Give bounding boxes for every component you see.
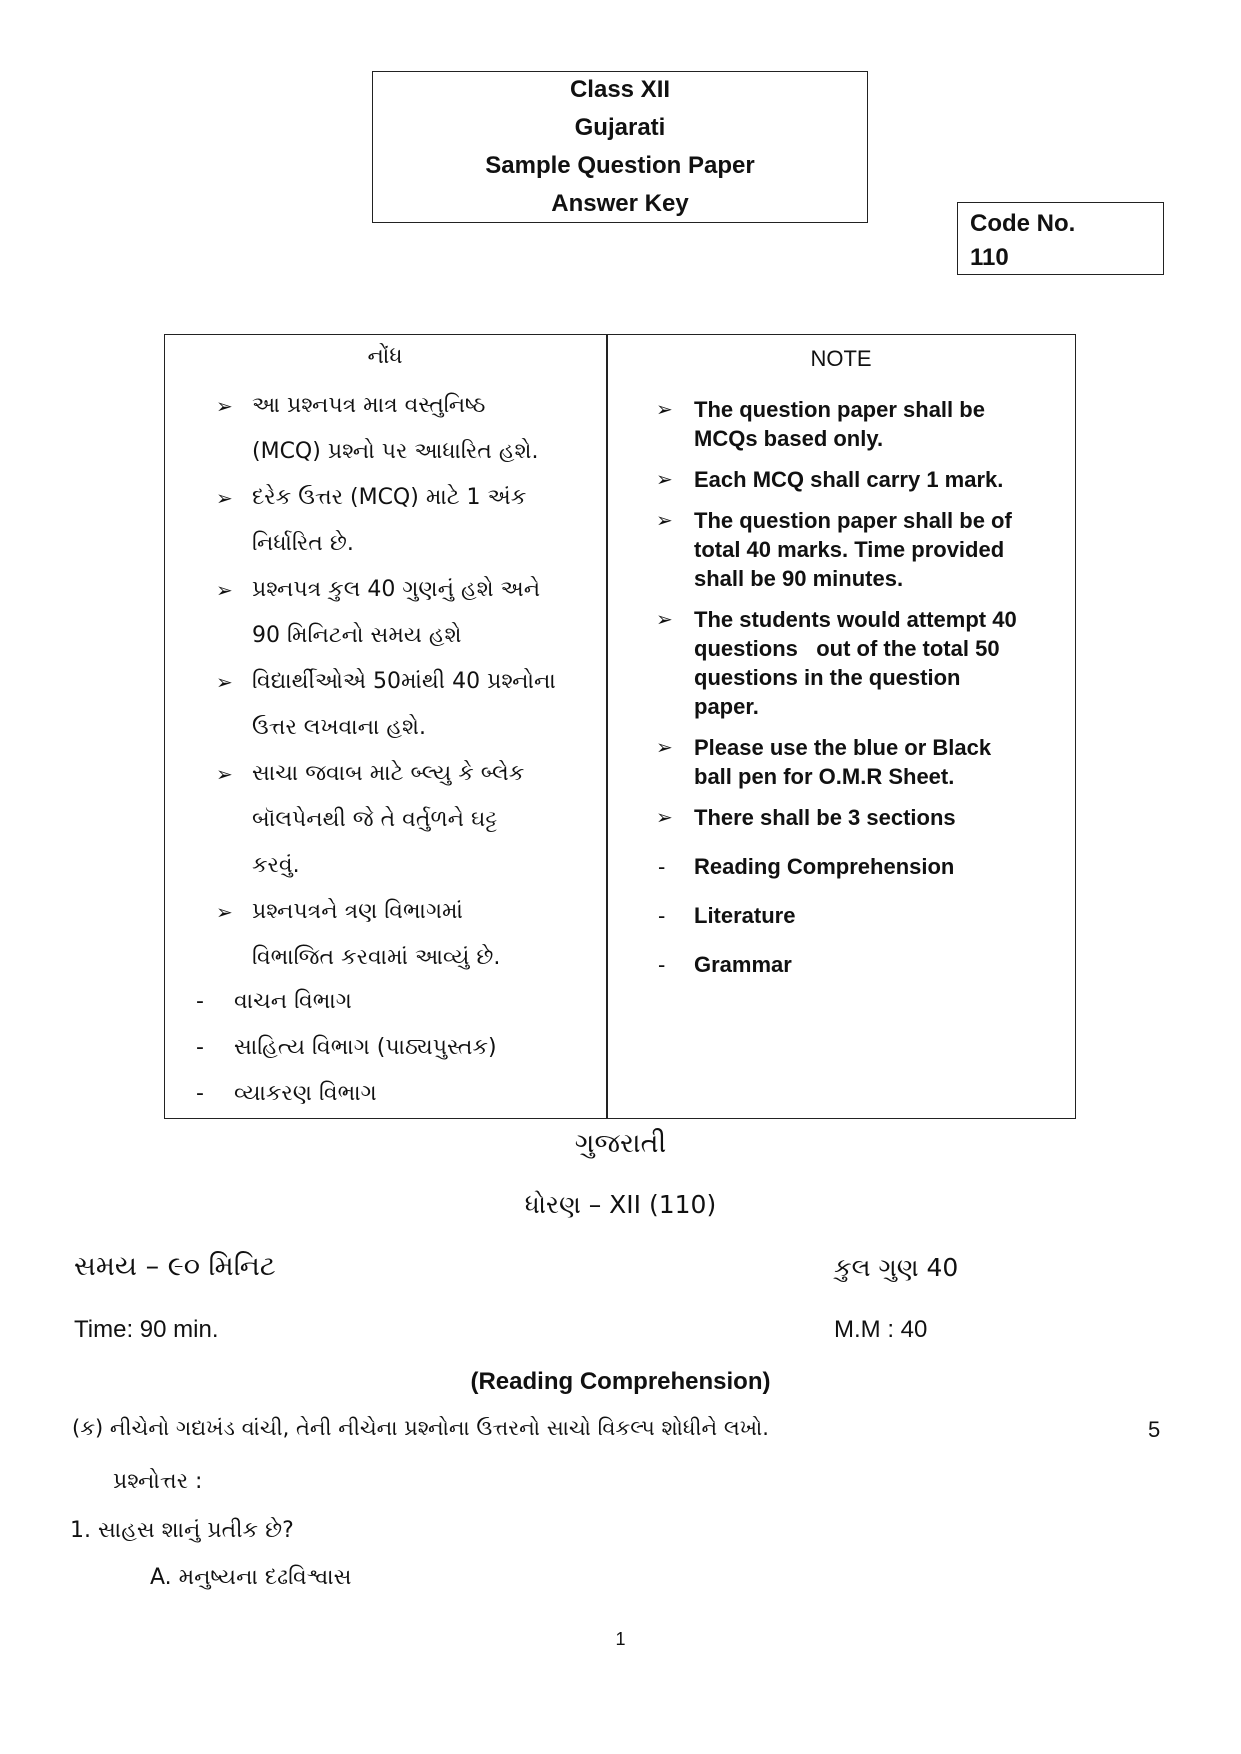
gujarati-note-line: દરેક ઉત્તર (MCQ) માટે 1 અંક bbox=[252, 485, 527, 510]
page-number: 1 bbox=[615, 1629, 626, 1649]
gujarati-section-item: - વ્યાકરણ વિભાગ bbox=[196, 1081, 377, 1106]
gujarati-note-line: કરવું. bbox=[252, 853, 300, 878]
option-a: A. મનુષ્યના દઢવિશ્વાસ bbox=[150, 1565, 352, 1590]
gujarati-note-line: વિભાજિત કરવામાં આવ્યું છે. bbox=[252, 945, 501, 970]
gujarati-sections-list bbox=[196, 979, 596, 1117]
marks-english: M.M : 40 bbox=[834, 1316, 928, 1343]
instruction-marks: 5 bbox=[1148, 1417, 1161, 1442]
english-section-item: - Literature bbox=[658, 903, 796, 928]
arrow-bullet-icon: ➢ bbox=[216, 900, 233, 924]
arrow-bullet-icon: ➢ bbox=[656, 807, 673, 829]
arrow-bullet-icon: ➢ bbox=[216, 670, 233, 694]
title-box bbox=[372, 71, 868, 223]
gujarati-note-item bbox=[216, 889, 606, 981]
gujarati-note-line: ઉત્તર લખવાના હશે. bbox=[252, 715, 426, 740]
time-english: Time: 90 min. bbox=[74, 1316, 219, 1343]
subject-line: Gujarati bbox=[574, 114, 666, 141]
arrow-bullet-icon: ➢ bbox=[216, 394, 233, 418]
english-note-item: ➢ Each MCQ shall carry 1 mark. bbox=[656, 465, 1066, 494]
gujarati-note-item bbox=[216, 751, 606, 889]
gujarati-note-line: પ્રશ્નપત્રને ત્રણ વિભાગમાં bbox=[252, 899, 463, 924]
english-section-item: - Reading Comprehension bbox=[658, 854, 955, 879]
gujarati-note-line: આ પ્રશ્નપત્ર માત્ર વસ્તુનિષ્ઠ bbox=[252, 393, 486, 418]
gujarati-note-line: 90 મિનિટનો સમય હશે bbox=[252, 623, 462, 648]
gujarati-section-item: - વાચન વિભાગ bbox=[196, 989, 352, 1014]
english-note-item: ➢ The question paper shall be MCQs based only. bbox=[656, 397, 985, 451]
arrow-bullet-icon: ➢ bbox=[656, 510, 673, 532]
qa-label: પ્રશ્નોત્તર : bbox=[113, 1469, 203, 1494]
arrow-bullet-icon: ➢ bbox=[656, 469, 673, 491]
gujarati-note-item bbox=[216, 659, 606, 751]
arrow-bullet-icon: ➢ bbox=[216, 762, 233, 786]
arrow-bullet-icon: ➢ bbox=[656, 399, 673, 421]
code-value: 110 bbox=[970, 244, 1009, 271]
gujarati-note-line: પ્રશ્નપત્ર કુલ 40 ગુણનું હશે અને bbox=[252, 577, 541, 602]
gujarati-note-item bbox=[216, 567, 606, 659]
class-line: Class XII bbox=[569, 76, 671, 103]
english-note-item: ➢ Please use the blue or Black ball pen for O.M.R Sheet. bbox=[656, 735, 992, 789]
english-note-heading: NOTE bbox=[810, 346, 872, 371]
english-section-item: - Grammar bbox=[658, 952, 792, 977]
note-table-divider bbox=[606, 334, 608, 1119]
marks-gujarati: કુલ ગુણ 40 bbox=[834, 1253, 959, 1282]
paper-type-line: Sample Question Paper bbox=[485, 152, 755, 179]
gujarati-note-list bbox=[216, 383, 606, 981]
arrow-bullet-icon: ➢ bbox=[216, 578, 233, 602]
paper-standard: ધોરણ – XII (110) bbox=[524, 1190, 717, 1219]
english-note-list bbox=[656, 395, 1066, 979]
english-note-item: ➢ The students would attempt 40 questions out of the total 50 questions in the question paper. bbox=[656, 607, 1017, 719]
paper-subject: ગુજરાતી bbox=[574, 1128, 667, 1159]
english-note-item: ➢ The question paper shall be of total 40 marks. Time provided shall be 90 minutes. bbox=[656, 508, 1012, 591]
gujarati-note-heading: નોંધ bbox=[367, 344, 403, 369]
gujarati-note-item bbox=[216, 475, 606, 567]
gujarati-note-item bbox=[216, 383, 606, 475]
question-1: 1. સાહસ શાનું પ્રતીક છે? bbox=[70, 1518, 294, 1543]
gujarati-note-line: બૉલપેનથી જે તે વર્તુળને ઘટ્ટ bbox=[252, 807, 498, 832]
gujarati-note-line: સાચા જવાબ માટે બ્લ્યુ કે બ્લેક bbox=[252, 761, 525, 786]
arrow-bullet-icon: ➢ bbox=[656, 737, 673, 759]
english-note-item: ➢ There shall be 3 sections bbox=[656, 803, 1066, 832]
answer-key-line: Answer Key bbox=[551, 190, 689, 217]
arrow-bullet-icon: ➢ bbox=[656, 609, 673, 631]
code-box bbox=[957, 202, 1164, 275]
section-title: (Reading Comprehension) bbox=[470, 1368, 771, 1395]
time-gujarati: સમય – ૯૦ મિનિટ bbox=[74, 1251, 276, 1282]
gujarati-note-line: (MCQ) પ્રશ્નો પર આધારિત હશે. bbox=[252, 439, 539, 464]
gujarati-section-item: - સાહિત્ય વિભાગ (પાઠ્યપુસ્તક) bbox=[196, 1035, 497, 1060]
gujarati-note-line: નિર્ધારિત છે. bbox=[252, 531, 354, 556]
gujarati-note-line: વિદ્યાર્થીઓએ 50માંથી 40 પ્રશ્નોના bbox=[252, 669, 556, 694]
arrow-bullet-icon: ➢ bbox=[216, 486, 233, 510]
instruction-text: (ક) નીચેનો ગદ્યખંડ વાંચી, તેની નીચેના પ્રશ્નોના ઉત્તરનો સાચો વિકલ્પ શોધીને લખો. bbox=[72, 1416, 769, 1440]
code-label: Code No. bbox=[970, 210, 1076, 237]
